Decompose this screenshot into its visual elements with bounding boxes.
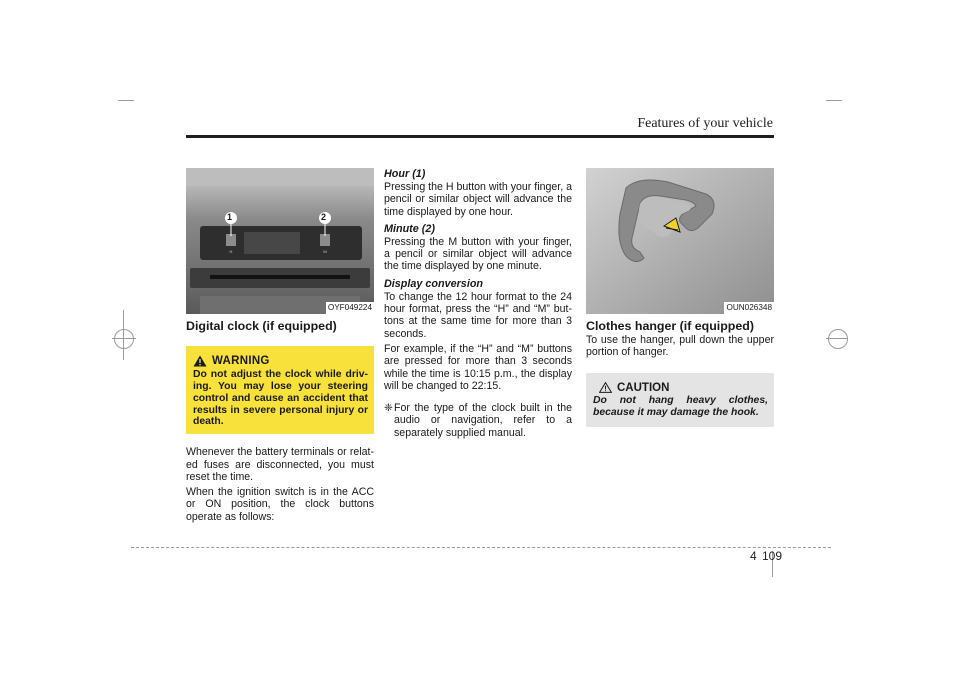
heading-digital-clock: Digital clock (if equipped) bbox=[186, 319, 337, 333]
caution-header bbox=[593, 382, 768, 394]
warning-text: Do not adjust the clock while driv-ing. You may lose your steering control and cause an accident that results in severe personal injury or death. bbox=[193, 369, 368, 428]
hanger-figure bbox=[586, 168, 774, 314]
paragraph-hanger: To use the hanger, pull down the upper portion of hanger. bbox=[586, 334, 774, 359]
note-text: For the type of the clock built in the audio or navigation, refer to a separately supplied manual. bbox=[394, 402, 572, 439]
paragraph-ignition: When the ignition switch is in the ACC or ON position, the clock buttons operate as follows: bbox=[186, 486, 374, 523]
warning-box bbox=[186, 346, 374, 434]
note-bullet: ❈ bbox=[384, 402, 393, 415]
heading-clothes-hanger: Clothes hanger (if equipped) bbox=[586, 319, 754, 333]
note-clock-type bbox=[384, 402, 572, 439]
caution-text: Do not hang heavy clothes, because it may damage the hook. bbox=[593, 394, 768, 418]
subheading-hour: Hour (1) bbox=[384, 168, 426, 180]
paragraph-display-2: For example, if the “H” and “M” buttons are pressed for more than 3 seconds while the time is 10:15 p.m., the display will be changed to 22:15. bbox=[384, 342, 572, 392]
callout-2: 2 bbox=[321, 212, 327, 222]
header-rule bbox=[186, 135, 774, 138]
column-digital-clock bbox=[186, 168, 374, 526]
registration-mark-icon bbox=[828, 329, 848, 349]
subheading-display-conversion: Display conversion bbox=[384, 277, 484, 290]
hanger-illustration bbox=[586, 168, 774, 314]
footer-rule bbox=[131, 547, 831, 548]
caution-title: CAUTION bbox=[617, 381, 670, 394]
column-clothes-hanger bbox=[586, 168, 774, 427]
paragraph-display-1: To change the 12 hour format to the 24 hour format, press the “H” and “M” but-tons at the same time for more than 3 seconds. bbox=[384, 290, 572, 340]
svg-text:M: M bbox=[323, 249, 327, 254]
warning-title: WARNING bbox=[212, 355, 270, 367]
column-clock-buttons bbox=[384, 168, 572, 442]
warning-header bbox=[193, 355, 368, 367]
registration-mark-icon bbox=[114, 329, 134, 349]
subheading-minute: Minute (2) bbox=[384, 222, 435, 235]
crop-mark-icon bbox=[118, 100, 134, 101]
clock-figure bbox=[186, 168, 374, 314]
paragraph-minute: Pressing the M button with your finger, a pencil or similar object will advance the time displayed by one minute. bbox=[384, 235, 572, 273]
clock-illustration bbox=[186, 168, 374, 314]
caution-box bbox=[586, 373, 774, 427]
warning-triangle-icon bbox=[193, 355, 207, 367]
section-title: Features of your vehicle bbox=[637, 116, 773, 131]
svg-text:H: H bbox=[229, 249, 233, 254]
figure-code: OUN026348 bbox=[726, 303, 772, 312]
caution-triangle-icon bbox=[599, 382, 612, 393]
crop-mark-icon bbox=[826, 100, 842, 101]
page-number: 109 bbox=[762, 549, 783, 563]
chapter-number: 4 bbox=[750, 549, 757, 563]
paragraph-battery: Whenever the battery terminals or relat-ed fuses are disconnected, you must reset the time. bbox=[186, 446, 374, 483]
paragraph-hour: Pressing the H button with your finger, a pencil or similar object will advance the time displayed by one hour. bbox=[384, 181, 572, 218]
figure-code: OYF049224 bbox=[327, 303, 372, 312]
callout-1: 1 bbox=[227, 212, 233, 222]
